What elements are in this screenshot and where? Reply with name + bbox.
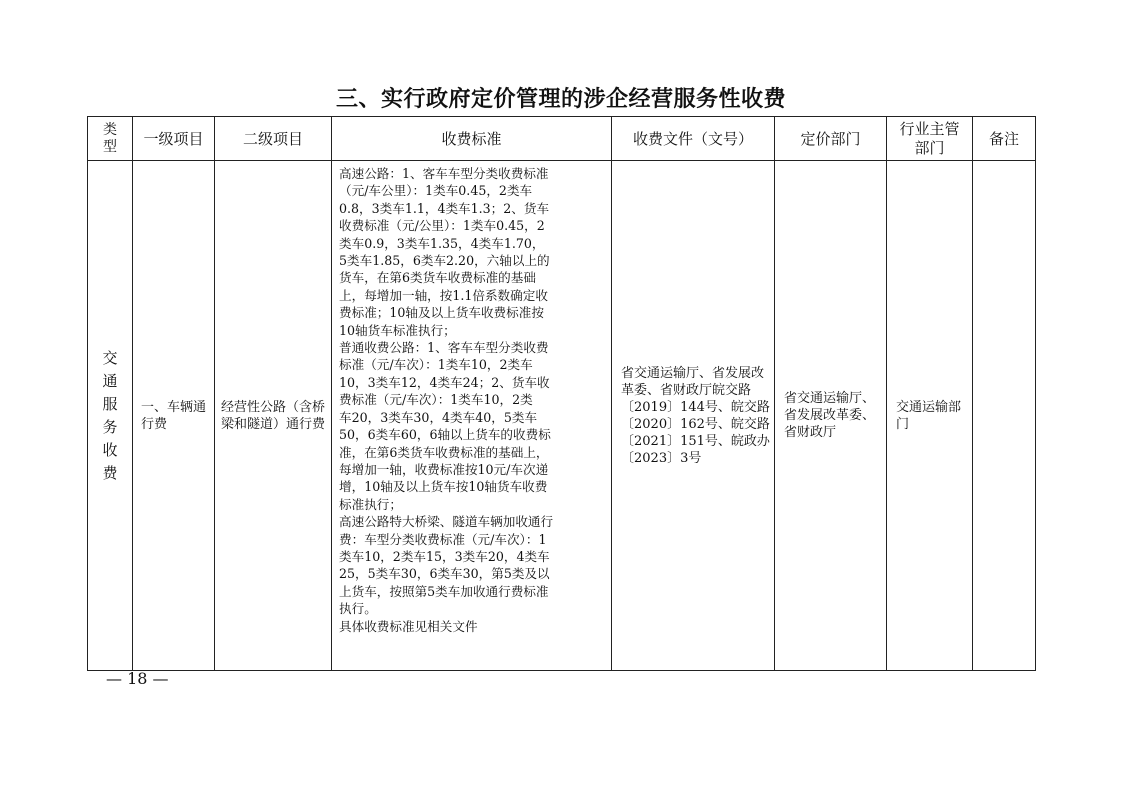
cell-level2: 经营性公路（含桥梁和隧道）通行费 [215,161,332,671]
standard-line: 高速公路特大桥梁、隧道车辆加收通行 [339,514,554,530]
standard-line: 上货车，按照第5类车加收通行费标准 [339,583,549,599]
header-document: 收费文件（文号） [612,117,775,161]
standard-line: 25，5类车30，6类车30，第5类及以 [339,566,550,582]
standard-line: 费：车型分类收费标准（元/车次）：1 [339,531,547,547]
header-remarks: 备注 [973,117,1036,161]
standard-line: 0.8，3类车1.1，4类车1.3；2、货车 [339,200,550,216]
standard-line: 收费标准（元/公里）：1类车0.45，2 [339,218,545,234]
standard-line: 费标准（元/车次）：1类车10，2类 [339,392,533,408]
standard-line: 上，每增加一轴，按1.1倍系数确定收 [339,287,548,303]
standard-line: （元/车公里）：1类车0.45，2类车 [339,183,533,199]
standard-line: 货车，在第6类货车收费标准的基础 [339,270,536,286]
standard-line: 高速公路：1、客车车型分类收费标准 [339,166,549,181]
standard-line: 执行。 [339,601,377,617]
standard-line: 每增加一轴，收费标准按10元/车次递 [339,461,549,477]
standard-line: 费标准；10轴及以上货车收费标准按 [339,305,544,321]
standard-text [339,165,607,635]
standard-line: 10轴货车标准执行； [339,322,456,338]
page-number: — 18 — [106,669,169,688]
standard-line: 普通收费公路：1、客车车型分类收费 [339,340,549,356]
standard-line: 增，10轴及以上货车按10轴货车收费 [339,479,548,495]
standard-line: 标准（元/车次）：1类车10，2类车 [339,357,533,373]
table-row [88,161,1036,671]
standard-line: 标准执行； [339,496,402,512]
cell-type: 交通服务收费 [88,161,133,671]
header-level2: 二级项目 [215,117,332,161]
standard-line: 5类车1.85，6类车2.20，六轴以上的 [339,253,550,269]
page-title: 三、实行政府定价管理的涉企经营服务性收费 [335,87,786,112]
cell-pricing-dept: 省交通运输厅、省发展改革委、省财政厅 [775,161,887,671]
cell-standard [332,161,612,671]
header-type: 类型 [88,117,133,161]
cell-level1: 一、车辆通行费 [133,161,215,671]
fee-table [87,116,1036,671]
cell-remarks [973,161,1036,671]
cell-document: 省交通运输厅、省发展改革委、省财政厅皖交路〔2019〕144号、皖交路〔2020〕162号、皖交路〔2021〕151号、皖政办〔2023〕3号 [612,161,775,671]
standard-line: 具体收费标准见相关文件 [339,618,478,634]
standard-line: 车20，3类车30，4类车40，5类车 [339,409,538,425]
standard-line: 50，6类车60，6轴以上货车的收费标 [339,427,551,443]
table-header-row [88,117,1036,161]
header-pricing-dept: 定价部门 [775,117,887,161]
standard-line: 类车10，2类车15，3类车20，4类车 [339,548,550,564]
header-level1: 一级项目 [133,117,215,161]
standard-line: 准，在第6类货车收费标准的基础上， [339,444,549,460]
cell-industry-dept: 交通运输部门 [887,161,973,671]
standard-line: 10，3类车12，4类车24；2、货车收 [339,374,550,390]
standard-line: 类车0.9，3类车1.35，4类车1.70， [339,235,545,251]
header-standard: 收费标准 [332,117,612,161]
header-industry-dept: 行业主管部门 [887,117,973,161]
